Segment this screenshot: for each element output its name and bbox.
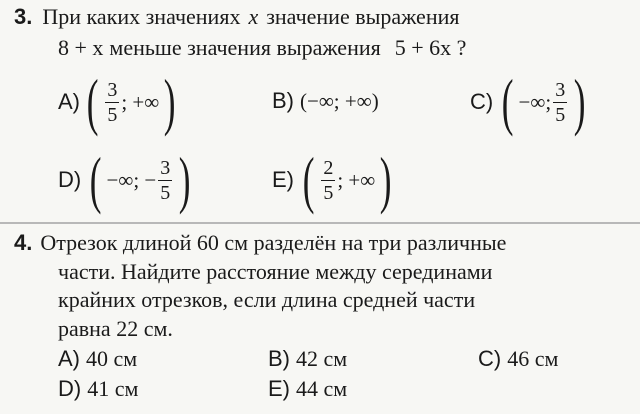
option-value: 44 см [296, 376, 348, 401]
option-letter: A) [58, 346, 80, 371]
option-value: 46 см [507, 346, 559, 371]
option-value: 41 см [87, 376, 139, 401]
denominator: 5 [323, 181, 334, 204]
option-letter: B) [268, 346, 290, 371]
q3-expression-1: 8 + x [58, 35, 104, 60]
q3-expression-2: 5 + 6x ? [394, 35, 467, 60]
q3-line1 [14, 4, 459, 30]
fraction [105, 78, 119, 127]
option-letter: E) [272, 167, 294, 192]
option-letter: D) [58, 376, 82, 401]
numerator: 2 [323, 156, 334, 179]
q3-line2 [58, 35, 466, 61]
left-paren: ( [86, 66, 99, 137]
q3-number: 3. [14, 4, 33, 29]
right-paren: ) [380, 144, 392, 215]
fraction [321, 156, 335, 205]
option-value: 42 см [296, 346, 348, 371]
q4-option-b[interactable] [268, 346, 347, 372]
q4-text-2: части. Найдите расстояние между серединами [58, 259, 493, 284]
interval-start: −∞; [518, 89, 552, 114]
q3-option-c[interactable] [470, 66, 591, 137]
q4-text-1: Отрезок длиной 60 см разделён на три различные [40, 230, 507, 255]
q3-variable-x: x [248, 4, 259, 29]
numerator: 3 [107, 78, 118, 101]
option-letter: E) [268, 376, 290, 401]
option-letter: C) [478, 346, 502, 371]
interval-rest: ; +∞ [121, 89, 160, 114]
option-letter: A) [58, 89, 80, 114]
q3-option-b[interactable] [272, 88, 379, 114]
question-divider [0, 222, 640, 224]
interval-start: −∞; − [106, 167, 157, 192]
left-paren: ( [90, 144, 102, 215]
q4-option-e[interactable] [268, 376, 347, 402]
interval: (−∞; +∞) [300, 88, 379, 113]
right-paren: ) [179, 144, 191, 215]
q3-option-a[interactable] [58, 66, 181, 137]
q4-option-d[interactable] [58, 376, 138, 402]
option-value: 40 см [86, 346, 138, 371]
q4-line1 [14, 230, 506, 256]
q3-text-3: меньше значения выражения [109, 35, 381, 60]
fraction [158, 156, 172, 205]
q4-option-a[interactable] [58, 346, 137, 372]
q4-text-4: равна 22 см. [58, 316, 173, 341]
fraction [553, 78, 567, 127]
q4-option-c[interactable] [478, 346, 558, 372]
denominator: 5 [160, 181, 171, 204]
q3-option-e[interactable] [272, 144, 397, 215]
right-paren: ) [573, 66, 586, 137]
q4-text-3: крайних отрезков, если длина средней части [58, 287, 476, 312]
denominator: 5 [555, 103, 566, 126]
q4-number: 4. [14, 230, 33, 255]
right-paren: ) [164, 66, 176, 137]
q3-option-d[interactable] [58, 144, 196, 215]
option-letter: B) [272, 88, 294, 113]
interval-rest: ; +∞ [337, 167, 376, 192]
numerator: 3 [555, 78, 566, 101]
q3-text-1: При каких значениях [42, 4, 241, 29]
option-letter: C) [470, 89, 494, 114]
numerator: 3 [160, 156, 171, 179]
denominator: 5 [107, 103, 118, 126]
q3-text-2: значение выражения [266, 4, 460, 29]
left-paren: ( [302, 144, 315, 215]
option-letter: D) [58, 167, 82, 192]
left-paren: ( [502, 66, 514, 137]
